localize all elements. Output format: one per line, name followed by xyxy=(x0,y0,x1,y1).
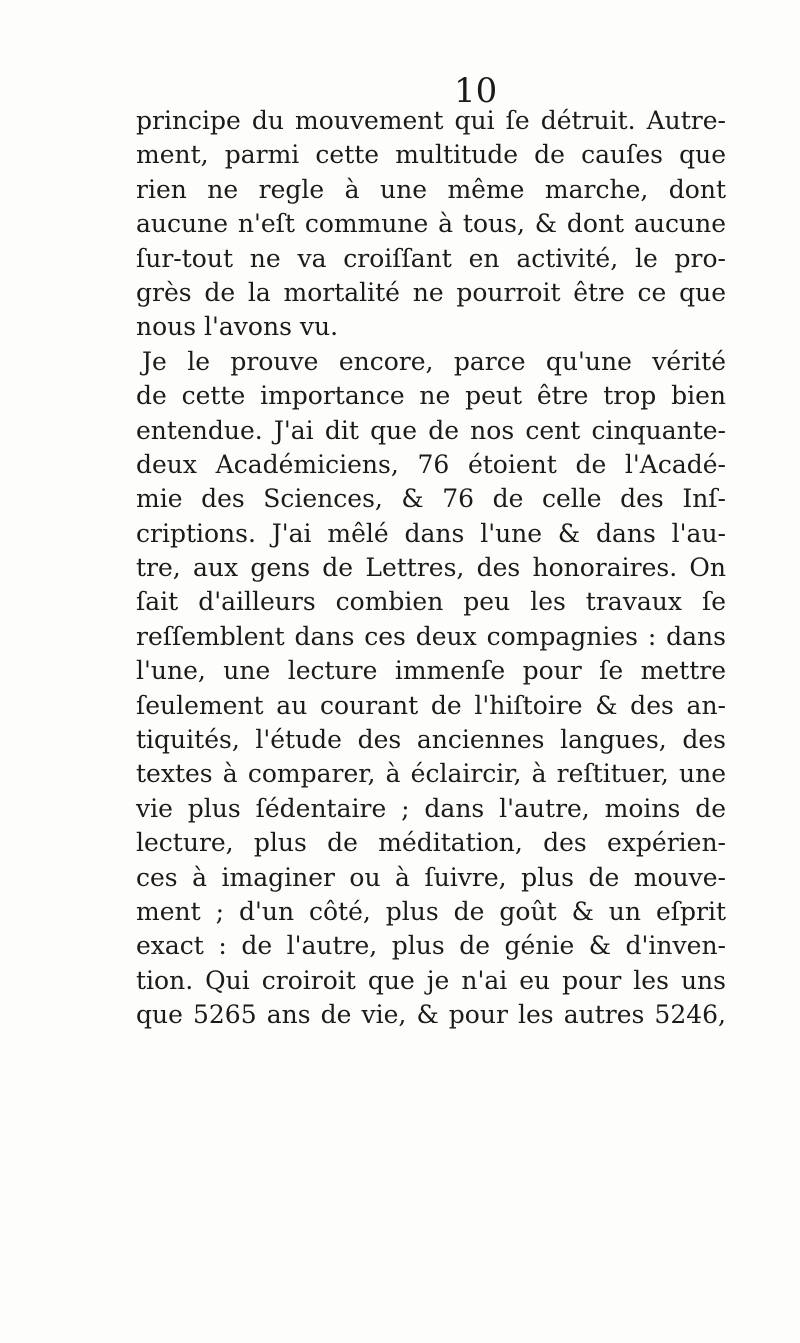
text-line: lecture, plus de méditation, des expérien- xyxy=(136,828,726,858)
text-line: de cette importance ne peut être trop bien xyxy=(136,381,726,411)
text-line: nous l'avons vu. xyxy=(136,312,339,342)
text-line: entendue. J'ai dit que de nos cent cinquante- xyxy=(136,415,726,445)
text-line: reſſemblent dans ces deux compagnies : dans xyxy=(136,621,726,651)
text-line: grès de la mortalité ne pourroit être ce que xyxy=(136,277,726,307)
text-line: textes à comparer, à éclaircir, à reſtituer, une xyxy=(136,759,726,789)
text-line: vie plus ſédentaire ; dans l'autre, moins de xyxy=(136,793,726,823)
text-line: ſait d'ailleurs combien peu les travaux ſe xyxy=(136,587,726,617)
body-text xyxy=(136,104,726,1033)
text-line: l'une, une lecture immenſe pour ſe mettre xyxy=(136,656,726,686)
text-line: criptions. J'ai mêlé dans l'une & dans l'au- xyxy=(136,518,726,548)
text-line: aucune n'eſt commune à tous, & dont aucune xyxy=(136,209,726,239)
text-line: tiquités, l'étude des anciennes langues, des xyxy=(136,725,726,755)
text-line: mie des Sciences, & 76 de celle des Inſ- xyxy=(136,484,726,514)
text-line: principe du mouvement qui ſe détruit. Autre- xyxy=(136,106,726,135)
text-line: Je le prouve encore, parce qu'une vérité xyxy=(142,346,726,376)
text-line: ſur-tout ne va croiſſant en activité, le pro- xyxy=(136,243,726,273)
text-line: ces à imaginer ou à ſuivre, plus de mouve- xyxy=(136,862,726,892)
text-line: rien ne regle à une même marche, dont xyxy=(136,174,726,204)
text-line: que 5265 ans de vie, & pour les autres 5246, xyxy=(136,1000,726,1030)
text-line: ſeulement au courant de l'hiſtoire & des an- xyxy=(136,690,726,720)
page-number: 10 xyxy=(454,71,498,111)
text-line: ment, parmi cette multitude de cauſes que xyxy=(136,140,726,170)
text-line: tre, aux gens de Lettres, des honoraires. On xyxy=(136,553,726,583)
text-line: deux Académiciens, 76 étoient de l'Acadé- xyxy=(136,449,726,479)
text-line: ment ; d'un côté, plus de goût & un eſprit xyxy=(136,896,726,926)
text-line: tion. Qui croiroit que je n'ai eu pour les uns xyxy=(136,965,726,995)
text-line: exact : de l'autre, plus de génie & d'inven- xyxy=(136,931,726,961)
